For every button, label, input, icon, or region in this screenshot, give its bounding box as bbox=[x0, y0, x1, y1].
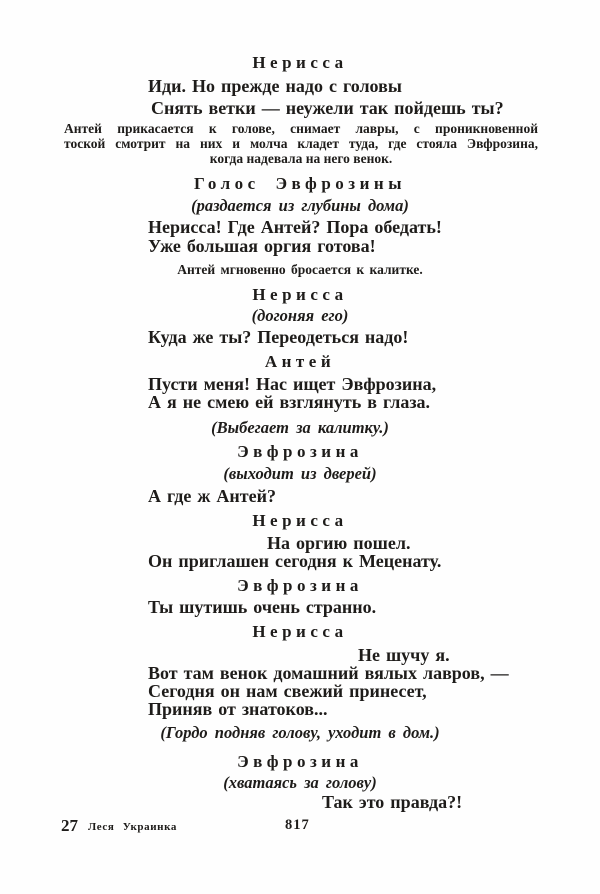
verse-line: Так это правда?! bbox=[322, 792, 463, 812]
speaker-name: Нерисса bbox=[252, 53, 348, 72]
speaker-name: Нерисса bbox=[252, 622, 348, 641]
verse-line: Нерисса! Где Антей? Пора обедать! bbox=[148, 217, 442, 237]
speaker-name: Антей bbox=[264, 352, 336, 371]
stage-direction-paren: (Гордо подняв голову, уходит в дом.) bbox=[160, 723, 440, 742]
verse-line: Уже большая оргия готова! bbox=[148, 236, 376, 256]
verse-line: Иди. Но прежде надо с головы bbox=[148, 76, 402, 96]
stage-direction-line: Антей мгновенно бросается к калитке. bbox=[177, 262, 423, 277]
verse-line: Приняв от знатоков... bbox=[148, 699, 328, 719]
stage-direction-paren: (выходит из дверей) bbox=[223, 464, 377, 483]
stage-direction-paren: (догоняя его) bbox=[251, 306, 349, 325]
stage-direction-line: тоской смотрит на них и молча кладет туда, где стояла Эвфрозина, bbox=[64, 136, 538, 151]
verse-line: Ты шутишь очень странно. bbox=[148, 597, 377, 617]
verse-line: На оргию пошел. bbox=[267, 533, 411, 553]
speaker-name: Эвфрозина bbox=[237, 576, 363, 595]
verse-line: А где ж Антей? bbox=[148, 486, 276, 506]
verse-line: Вот там венок домашний вялых лавров, — bbox=[148, 663, 509, 683]
footer-page-number: 817 bbox=[285, 817, 310, 833]
stage-direction-paren: (раздается из глубины дома) bbox=[191, 196, 409, 215]
stage-direction-paren: (Выбегает за калитку.) bbox=[211, 418, 389, 437]
speaker-name: Эвфрозина bbox=[237, 442, 363, 461]
footer-author: Леся Украинка bbox=[88, 821, 177, 833]
speaker-name: Нерисса bbox=[252, 511, 348, 530]
stage-direction-line: когда надевала на него венок. bbox=[209, 151, 393, 166]
verse-line: Снять ветки — неужели так пойдешь ты? bbox=[151, 98, 504, 118]
stage-direction-line: Антей прикасается к голове, снимает лавры, с проникновенной bbox=[64, 121, 538, 136]
verse-line: Сегодня он нам свежий принесет, bbox=[148, 681, 427, 701]
verse-line: Он приглашен сегодня к Меценату. bbox=[148, 551, 442, 571]
verse-line: Не шучу я. bbox=[358, 645, 450, 665]
speaker-name: Нерисса bbox=[252, 285, 348, 304]
stage-direction-paren: (хватаясь за голову) bbox=[223, 773, 377, 792]
speaker-name: Эвфрозина bbox=[237, 752, 363, 771]
verse-line: Пусти меня! Нас ищет Эвфрозина, bbox=[148, 374, 437, 394]
speaker-name: Голос Эвфрозины bbox=[194, 174, 406, 193]
footer-signature-number: 27 bbox=[61, 816, 78, 835]
verse-line: А я не смею ей взглянуть в глаза. bbox=[148, 392, 431, 412]
verse-line: Куда же ты? Переодеться надо! bbox=[148, 327, 409, 347]
